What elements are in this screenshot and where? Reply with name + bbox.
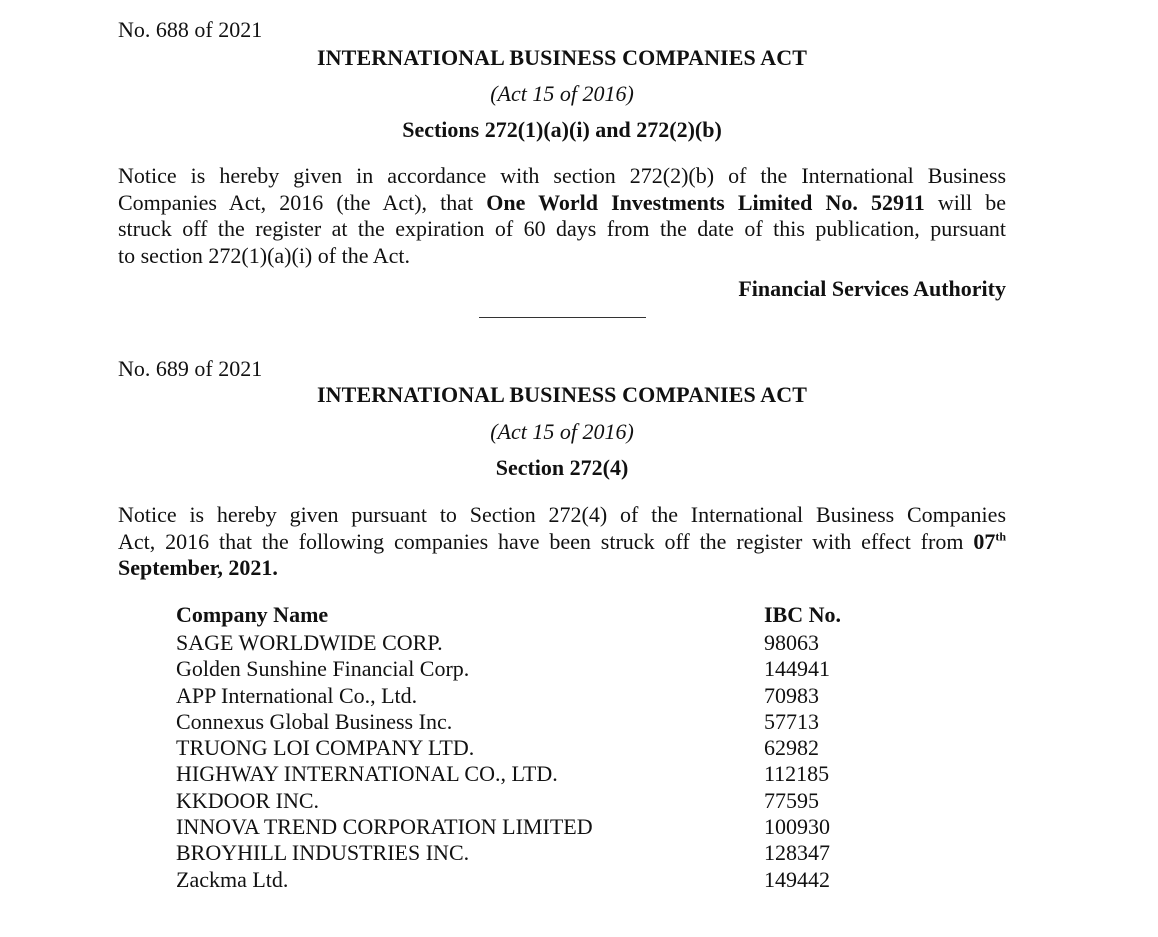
signature: Financial Services Authority bbox=[738, 276, 1006, 301]
table-row bbox=[176, 867, 896, 893]
ibc-number-cell: 128347 bbox=[764, 840, 830, 866]
day-suffix: th bbox=[995, 529, 1006, 544]
company-name-cell: Golden Sunshine Financial Corp. bbox=[176, 656, 470, 682]
ibc-number-cell: 62982 bbox=[764, 735, 819, 761]
paragraph-line: to section 272(1)(a)(i) of the Act. bbox=[118, 242, 411, 268]
ibc-number-cell: 100930 bbox=[764, 814, 830, 840]
table-body bbox=[176, 630, 896, 893]
ibc-number-cell: 144941 bbox=[764, 656, 830, 682]
act-title: INTERNATIONAL BUSINESS COMPANIES ACT bbox=[317, 45, 807, 70]
company-name-cell: Connexus Global Business Inc. bbox=[176, 708, 453, 734]
table-row bbox=[176, 630, 896, 656]
ibc-number-cell: 98063 bbox=[764, 630, 819, 655]
ibc-number-cell: 77595 bbox=[764, 787, 819, 813]
act-reference: (Act 15 of 2016) bbox=[490, 81, 634, 106]
company-name-cell: TRUONG LOI COMPANY LTD. bbox=[176, 735, 475, 761]
table-row bbox=[176, 840, 896, 866]
section-reference: Section 272(4) bbox=[495, 455, 629, 480]
column-header-ibc-no: IBC No. bbox=[764, 602, 842, 627]
company-name-cell: SAGE WORLDWIDE CORP. bbox=[176, 630, 443, 655]
notice-separator bbox=[479, 317, 646, 318]
company-name-cell: KKDOOR INC. bbox=[176, 787, 319, 813]
column-header-company-name: Company Name bbox=[176, 602, 329, 627]
notice-number-689: No. 689 of 2021 bbox=[118, 356, 263, 381]
effective-month-year: September, 2021. bbox=[118, 555, 278, 580]
paragraph-line bbox=[118, 555, 1006, 582]
paragraph-line: Companies Act, 2016 (the Act), that One World Investments Limited No. 52911 will be bbox=[118, 189, 1006, 215]
notice-number-688: No. 688 of 2021 bbox=[118, 17, 263, 42]
table-row bbox=[176, 788, 896, 814]
table-row bbox=[176, 656, 896, 682]
company-name-cell: Zackma Ltd. bbox=[176, 866, 289, 892]
company-name-cell: INNOVA TREND CORPORATION LIMITED bbox=[176, 814, 593, 840]
ibc-number-cell: 112185 bbox=[764, 761, 830, 787]
ibc-number-cell: 149442 bbox=[764, 866, 830, 892]
ibc-number-cell: 57713 bbox=[764, 708, 819, 734]
section-reference: Sections 272(1)(a)(i) and 272(2)(b) bbox=[402, 117, 722, 142]
table-row bbox=[176, 761, 896, 787]
act-reference: (Act 15 of 2016) bbox=[490, 419, 634, 444]
notice-688-paragraph bbox=[118, 163, 1006, 269]
table-row bbox=[176, 709, 896, 735]
company-name-cell: HIGHWAY INTERNATIONAL CO., LTD. bbox=[176, 761, 558, 787]
act-title: INTERNATIONAL BUSINESS COMPANIES ACT bbox=[317, 382, 807, 407]
paragraph-line: Notice is hereby given pursuant to Section 272(4) of the International Business Companies bbox=[118, 502, 1006, 527]
table-row bbox=[176, 735, 896, 761]
table-header bbox=[176, 600, 896, 630]
company-name-cell: APP International Co., Ltd. bbox=[176, 682, 418, 708]
paragraph-line: Notice is hereby given in accordance with section 272(2)(b) of the International Business bbox=[118, 163, 1006, 188]
ibc-number-cell: 70983 bbox=[764, 682, 819, 708]
company-name-cell: BROYHILL INDUSTRIES INC. bbox=[176, 840, 470, 866]
paragraph-line: struck off the register at the expiration of 60 days from the date of this publication, pursuant bbox=[118, 216, 1006, 241]
company-name-bold: One World Investments Limited No. 52911 bbox=[486, 189, 925, 215]
table-row bbox=[176, 814, 896, 840]
paragraph-line: Act, 2016 that the following companies have been struck off the register with effect from 07th bbox=[118, 528, 1006, 554]
table-row bbox=[176, 683, 896, 709]
struck-off-companies-table bbox=[176, 600, 896, 893]
effective-day: 07 bbox=[973, 528, 996, 554]
notice-689-paragraph bbox=[118, 502, 1006, 582]
